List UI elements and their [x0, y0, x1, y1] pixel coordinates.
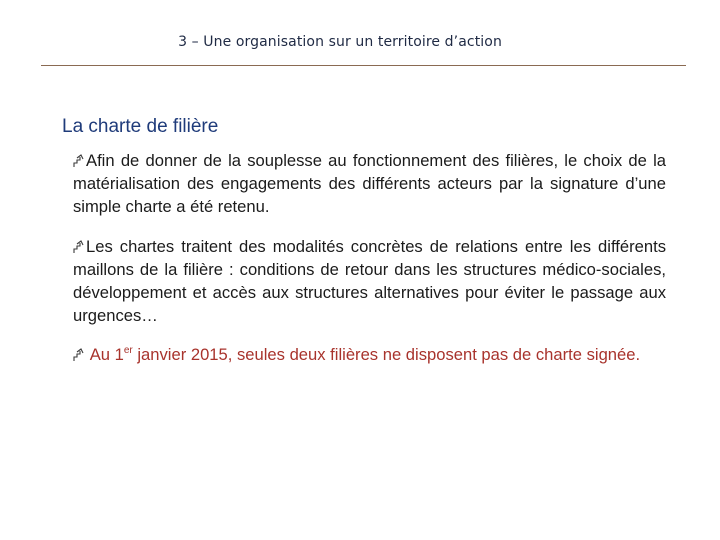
header-divider: [41, 65, 686, 66]
bullet-text: janvier 2015, seules deux filières ne disposent pas de charte signée.: [132, 345, 641, 364]
bullet-item: [73, 149, 666, 218]
ordinal-superscript: er: [123, 345, 133, 356]
bullet-item-highlight: [73, 343, 666, 366]
section-title: La charte de filière: [62, 116, 219, 137]
arrow-up-right-icon: [73, 348, 85, 362]
bullet-item: [73, 235, 666, 327]
bullet-text: Afin de donner de la souplesse au fonctionnement des filières, le choix de la matérialisation des engagements des différents acteurs par la signature d’une simple charte a été retenu.: [73, 151, 666, 216]
arrow-up-right-icon: [73, 240, 85, 254]
header-title: 3 – Une organisation sur un territoire d’action: [178, 34, 502, 50]
arrow-up-right-icon: [73, 154, 85, 168]
bullet-text: Les chartes traitent des modalités concrètes de relations entre les différents maillons de la filière : conditions de retour dans les structures médico-sociales, développement et accès aux structures alternatives pour éviter le passage aux urgences…: [73, 237, 666, 325]
bullet-prefix: Au 1: [89, 345, 124, 364]
